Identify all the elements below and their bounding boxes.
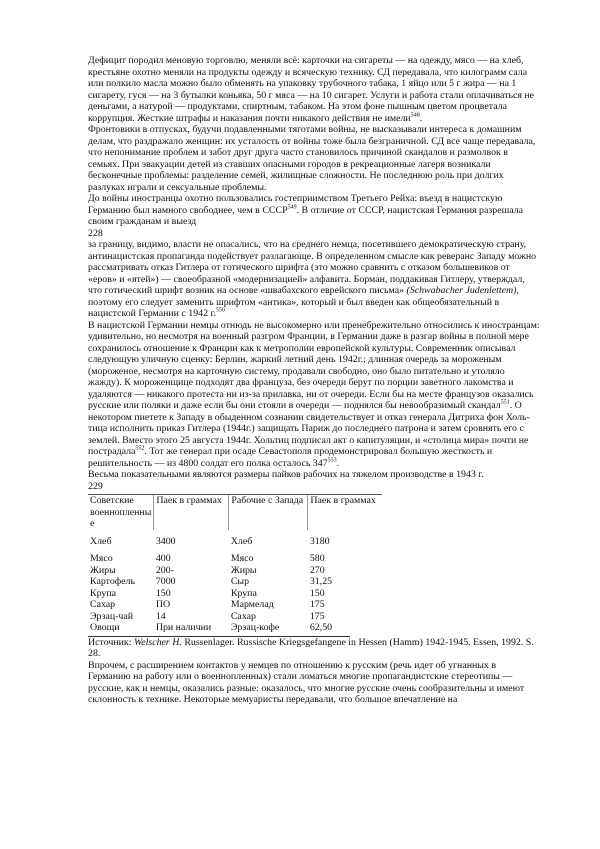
source-title: Russenlager. Russische Kriegsgefangene in Hessen (Hamm) 1942-1945. Essen, 1992. S. 28. <box>88 636 534 659</box>
table-cell: 14 <box>155 610 166 622</box>
table-cell: 3180 <box>309 535 330 547</box>
footnote-ref[interactable]: 551 <box>500 399 510 406</box>
paragraph-text: . <box>336 457 340 469</box>
table-row <box>88 611 382 623</box>
document-page <box>88 55 540 706</box>
paragraph-closing: Впрочем, с расширением контактов у немцев по отношению к русским (речь идет об угнанных в Германию на работу или о военнопленных) стали ломаться многие пропагандистские стереотипы — русские, как и немцы, оказались разные: оказалось, что многие русские очень сообразительны и имеют склонность к технике. Некоторые мемуаристы передавали, что большое впечатление на <box>88 659 525 705</box>
table-cell: Хлеб <box>230 535 253 547</box>
table-cell: Картофель <box>90 576 135 587</box>
source-author: Welscher H. <box>133 636 182 648</box>
table-cell: Крупа <box>230 587 257 599</box>
paragraph-text: . В отличие от СССР, нацистская Германия разрешала своим гражданам и выезд <box>88 204 523 227</box>
table-cell: 175 <box>309 599 325 610</box>
table-cell: Мармелад <box>230 599 274 610</box>
paragraph-text: В нацистской Германии немцы отнюдь не высокомерно или пренебрежительно относились к иностранцам: удивительно, но несмотря на военный разгром Франции, в Германии даже в разгар войны в полной мере сохранилось отношение к Франции как к метрополии европейской культуры. Современник описывал следующую уличную сценку: Берлин, жаркий летний день 1942г.; длинная очередь за мороженым (мороженое, несмотря на карточную систему, продавали свободно, оно было питательно и утоляло жажду). К мороженщице подходят два француза, без очереди берут по порции заветного лакомства и удаляются — никакого протеста ни из-за прилавка, ни от очереди. Если бы на месте французов оказались русские или поляки и даже если бы они стояли в очереди — поднялся бы невообразимый скандал <box>88 319 540 411</box>
paragraph-text: . О некотором пиетете к Западу в обыденном сознании свидетельствует и отказ генерала Дитриха фон Холь-тица исполнить приказ Гитлера (1944г.) защищать Париж до последнего патрона и затем сровнять его с землей. Вместо этого 25 августа 1944г. Хольтиц подписал акт о капитуляции, и «столица мира» почти не пострадала <box>88 400 530 457</box>
paragraph-text: . Тот же генерал при осаде Севастополя продемонстрировал большую жесткость и решительность — из 4800 солдат его полка осталось 347 <box>88 446 493 469</box>
table-cell: Жиры <box>230 564 257 576</box>
table-header-cell: Паек в граммах <box>154 495 229 530</box>
table-row <box>88 622 382 634</box>
table-cell: Мясо <box>90 553 113 564</box>
table-cell: Сахар <box>90 599 116 610</box>
table-cell: 31,25 <box>309 576 333 587</box>
table-cell: 150 <box>155 587 171 599</box>
page-number: 229 <box>88 480 103 492</box>
table-cell: 200- <box>155 564 174 576</box>
table-row <box>88 599 382 611</box>
footnote-ref[interactable]: 548 <box>410 112 420 119</box>
paragraph-gothic-font <box>88 239 540 320</box>
paragraph-front-soldiers: Фронтовики в отпусках, будучи подавленными тяготами войны, не высказывали интереса к домашним делам, что раздражало женщин: их усталость от войны тоже была безграничной. СД все чаще передавала, что непонимание проблем и забот друг друга часто становилось причиной скандалов и размолвок в семьях. При эвакуации детей из ставших опасными городов в рекреационные лагеря возникали бесконечные проблемы: разделение семей, жилищные сложности. Не последнюю роль при долгих разлуках играли и сексуальные проблемы. <box>88 124 536 193</box>
table-row <box>88 588 382 600</box>
table-header-cell: Паек в граммах <box>308 495 383 530</box>
table-cell: Овощи <box>90 622 120 633</box>
table-header-row <box>88 495 382 530</box>
table-cell: Мясо <box>230 553 254 564</box>
footnote-ref[interactable]: 553 <box>327 457 337 464</box>
paragraph-foreigners <box>88 193 540 228</box>
table-cell: 175 <box>309 610 325 622</box>
table-cell: Хлеб <box>90 535 112 547</box>
table-cell: ПО <box>155 599 171 610</box>
table-cell: 7000 <box>155 576 176 587</box>
paragraph-text: поэтому его следует заменить шрифтом «антика», который и был введен как общеобязательный в нацистской Германии с 1942 г. <box>88 296 500 319</box>
paragraph-text: . <box>419 112 423 124</box>
paragraph-text: за границу, видимо, власти не опасались, что на среднего немца, посетившего демократическую страну, антинацистская пропаганда подействует разлагающе. В определенном смысле как реверанс Западу можно рассматривать отказ Гитлера от готического шрифта (это можно сравнить с отказом большевиков от «еров» и «ятей») — своеобразной «модернизацией» алфавита. Борман, поддакивая Гитлеру, утверждал, что готический шрифт возник на основе «швабахского еврейского письма» <box>88 239 537 296</box>
footnote-ref[interactable]: 552 <box>135 445 145 452</box>
table-cell: 3400 <box>155 535 176 547</box>
table-cell: Сахар <box>230 610 256 622</box>
page-number: 228 <box>88 227 103 239</box>
table-cell: Эрзац-кофе <box>230 622 280 633</box>
table-cell: 580 <box>309 553 325 564</box>
table-header-cell: Рабочие с Запада <box>229 495 308 530</box>
table-row <box>88 576 382 588</box>
table-cell: Эрзац-чай <box>90 610 134 622</box>
table-header-cell: Советские военнопленны е <box>88 495 154 530</box>
paragraph-rations-intro: Весьма показательными являются размеры пайков рабочих на тяжелом производстве в 1943 г. <box>88 469 484 480</box>
table-cell: При наличии <box>155 622 212 633</box>
table-cell: 270 <box>309 564 325 576</box>
paragraph-france <box>88 320 540 470</box>
paragraph-text: До войны иностранцы охотно пользовались гостеприимством Третьего Рейха: въезд в нацистскую Германию был намного свободнее, чем в СССР <box>88 193 503 216</box>
table-row <box>88 536 382 548</box>
table-cell: Сыр <box>230 576 250 587</box>
rations-table <box>88 494 382 634</box>
italic-text: (Schwabacher Judenlettem), <box>406 285 519 296</box>
source-label: Источник: <box>88 636 134 648</box>
table-cell: 62,50 <box>309 622 333 633</box>
table-row <box>88 553 382 565</box>
table-cell: Крупа <box>90 587 116 599</box>
footnote-ref[interactable]: 549 <box>287 204 297 211</box>
paragraph-text: Дефицит породил меновую торговлю, меняли всё: карточки на сигареты — на одежду, мясо — на хлеб, крестьяне охотно меняли на продукты одежду и всяческую технику. СД передавала, что килограмм сала или полкило масла можно было обменять на упаковку трубочного табака, 1 яйцо или 5 г жира — на 1 сигарету, гуся — на 3 бутылки коньяка, 50 г мяса — на 10 сигарет. Услуги и работа стали оплачиваться не деньгами, а натурой — продуктами, спиртным, табаком. На этом фоне пышным цветом процветала коррупция. Жесткие штрафы и наказания почти никакого действия не имели <box>88 55 535 124</box>
paragraph-barter <box>88 55 540 124</box>
table-row <box>88 565 382 577</box>
table-cell: Жиры <box>90 564 116 576</box>
source-citation <box>88 637 540 660</box>
table-cell: 150 <box>309 587 325 599</box>
footnote-ref[interactable]: 550 <box>215 307 225 314</box>
table-cell: 400 <box>155 553 171 564</box>
